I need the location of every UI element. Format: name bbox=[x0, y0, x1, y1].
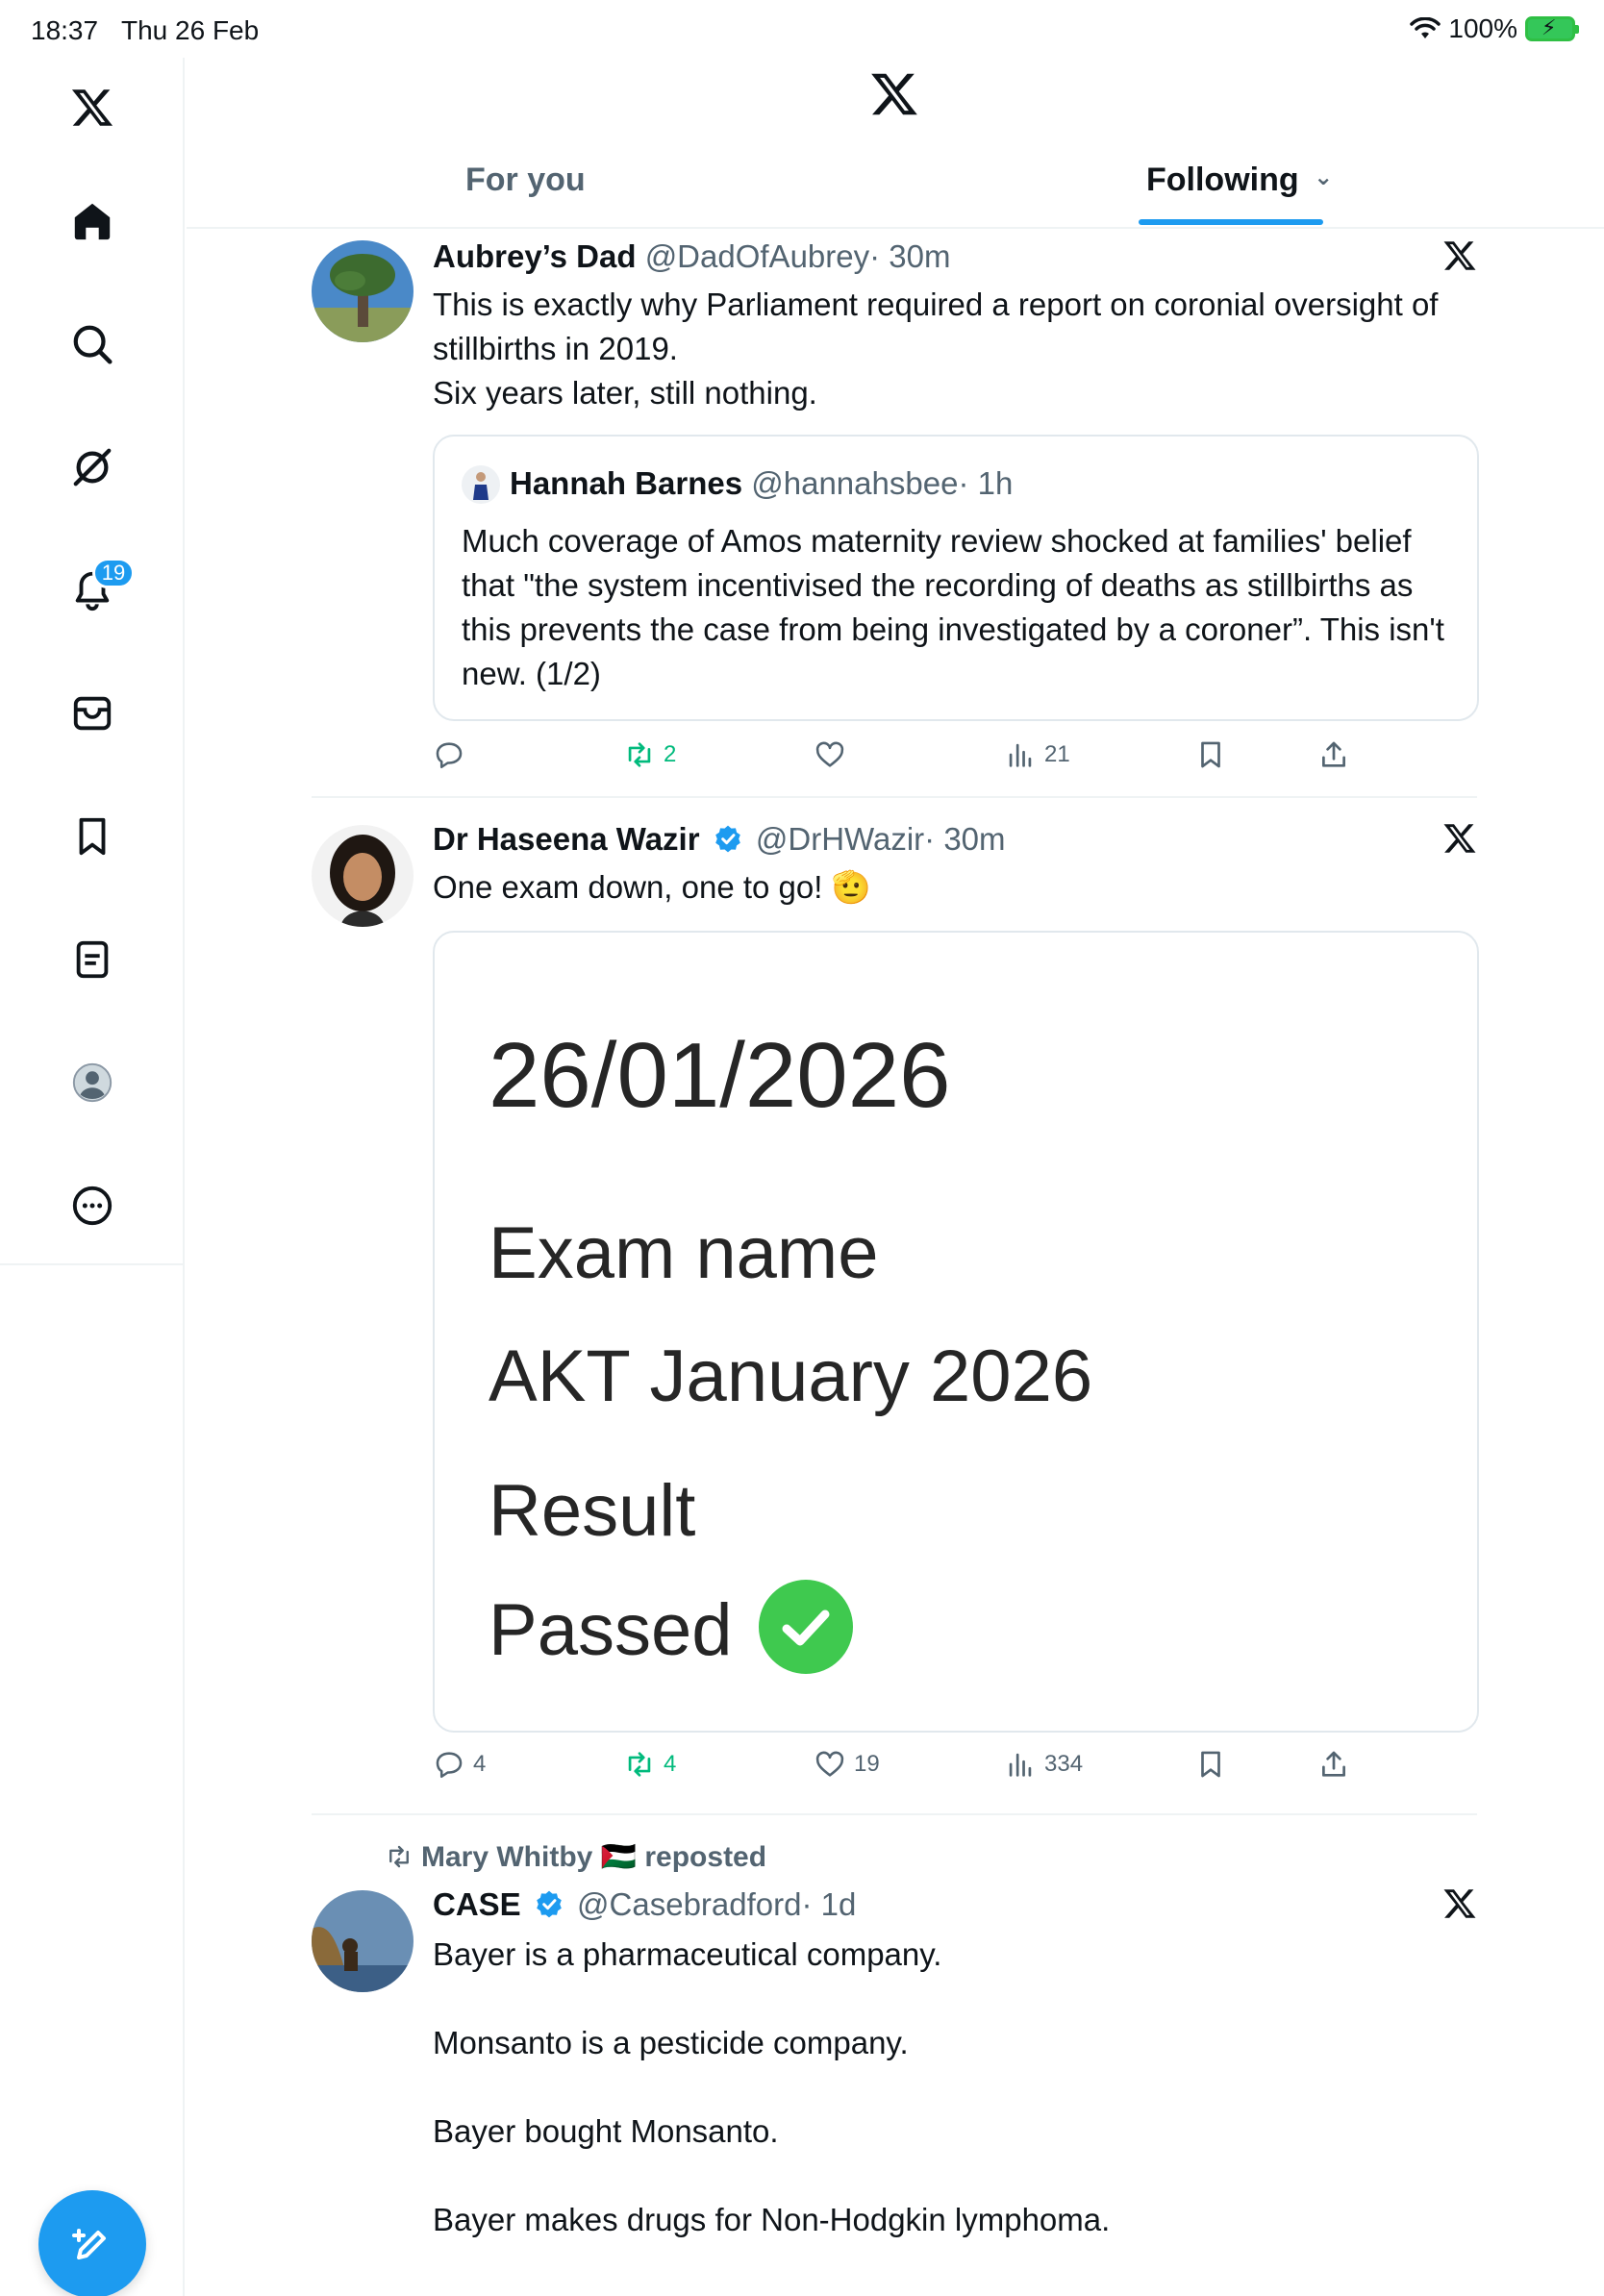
author-handle[interactable]: @DrHWazir bbox=[755, 821, 925, 857]
tab-following-label: Following bbox=[1146, 162, 1299, 198]
share-button[interactable] bbox=[1317, 738, 1350, 771]
x-logo-icon[interactable] bbox=[67, 83, 117, 133]
views-button[interactable] bbox=[1004, 1748, 1083, 1781]
repost-count: 2 bbox=[664, 741, 677, 767]
like-count: 19 bbox=[854, 1751, 880, 1777]
tweet-author-row bbox=[433, 1886, 856, 1923]
tweet-divider bbox=[312, 796, 1477, 798]
quoted-author-row bbox=[510, 465, 1013, 502]
tweet-media-image[interactable] bbox=[433, 931, 1479, 1733]
chevron-down-icon: ⌄ bbox=[1314, 164, 1334, 190]
verified-badge-icon bbox=[534, 1888, 564, 1919]
home-icon[interactable] bbox=[67, 196, 117, 246]
tweet-time: · 30m bbox=[924, 821, 1006, 857]
repost-icon bbox=[623, 738, 656, 771]
tweet-paragraph: Monsanto is a pesticide company. bbox=[433, 2025, 909, 2060]
exam-name-value: AKT January 2026 bbox=[489, 1335, 1093, 1417]
author-name[interactable]: Aubrey’s Dad bbox=[433, 238, 637, 274]
tab-following[interactable] bbox=[1146, 162, 1333, 199]
quoted-tweet[interactable] bbox=[433, 435, 1479, 721]
avatar[interactable] bbox=[312, 825, 414, 927]
views-button[interactable] bbox=[1004, 738, 1070, 771]
author-handle[interactable]: @Casebradford bbox=[577, 1886, 802, 1922]
reply-button[interactable] bbox=[433, 738, 473, 771]
bookmark-button[interactable] bbox=[1194, 738, 1227, 771]
tweet-author-row bbox=[433, 238, 950, 275]
status-date: Thu 26 Feb bbox=[121, 15, 260, 45]
grok-icon[interactable] bbox=[67, 442, 117, 492]
quoted-tweet-text: Much coverage of Amos maternity review shocked at families' belief that "the system incentivised the recording of deaths as stillbirths as this prevents the case from being investigated by a coroner”. This isn't new. (1/2) bbox=[462, 523, 1444, 691]
reply-count: 4 bbox=[473, 1751, 487, 1777]
bookmark-button[interactable] bbox=[1194, 1748, 1227, 1781]
repost-context[interactable] bbox=[383, 1840, 766, 1874]
repost-count: 4 bbox=[664, 1751, 677, 1777]
repost-icon bbox=[383, 1842, 415, 1871]
tweet-text bbox=[433, 283, 1481, 415]
quoted-tweet-time: · 1h bbox=[958, 465, 1014, 501]
result-value: Passed bbox=[489, 1589, 733, 1671]
reply-button[interactable] bbox=[433, 1748, 486, 1781]
profile-avatar-icon[interactable] bbox=[67, 1058, 117, 1108]
tweet[interactable] bbox=[312, 1840, 1477, 2283]
compose-icon bbox=[69, 2221, 115, 2267]
avatar bbox=[462, 465, 500, 504]
avatar[interactable] bbox=[312, 240, 414, 342]
tweet-divider bbox=[312, 1813, 1477, 1815]
status-bar bbox=[0, 0, 1604, 58]
like-button[interactable] bbox=[814, 1748, 880, 1781]
x-logo-icon bbox=[1442, 1886, 1477, 1921]
author-name[interactable]: CASE bbox=[433, 1886, 521, 1922]
tweet-time: · 30m bbox=[869, 238, 951, 274]
repost-icon bbox=[623, 1748, 656, 1781]
like-button[interactable] bbox=[814, 738, 854, 771]
sidebar-separator bbox=[0, 1263, 185, 1265]
tweet[interactable] bbox=[312, 238, 1477, 790]
wifi-icon bbox=[1410, 17, 1441, 40]
views-chart-icon bbox=[1004, 1748, 1037, 1781]
status-right bbox=[1410, 13, 1575, 44]
author-handle[interactable]: @DadOfAubrey bbox=[644, 238, 870, 274]
messages-icon[interactable] bbox=[67, 688, 117, 738]
tweet-actions bbox=[433, 738, 1366, 777]
x-logo-icon bbox=[1442, 238, 1477, 273]
lists-icon[interactable] bbox=[67, 935, 117, 985]
tweet-text bbox=[433, 1933, 1481, 2242]
views-chart-icon bbox=[1004, 738, 1037, 771]
verified-badge-icon bbox=[713, 823, 743, 854]
quoted-author-handle: @hannahsbee bbox=[751, 465, 959, 501]
status-time: 18:37 bbox=[31, 15, 99, 45]
bookmarks-icon[interactable] bbox=[67, 811, 117, 861]
author-name[interactable]: Dr Haseena Wazir bbox=[433, 821, 700, 857]
tweet-text: One exam down, one to go! 🫡 bbox=[433, 869, 871, 905]
compose-post-button[interactable] bbox=[38, 2190, 146, 2296]
tweet-time: · 1d bbox=[801, 1886, 857, 1922]
tweet-paragraph: Bayer makes drugs for Non-Hodgkin lymphoma. bbox=[433, 2202, 1111, 2237]
repost-button[interactable] bbox=[623, 1748, 676, 1781]
timeline-header bbox=[187, 58, 1604, 229]
check-circle-icon bbox=[758, 1579, 854, 1675]
tab-for-you[interactable]: For you bbox=[465, 162, 586, 198]
reply-icon bbox=[433, 1748, 465, 1781]
result-label: Result bbox=[489, 1470, 696, 1552]
quoted-author-name: Hannah Barnes bbox=[510, 465, 743, 501]
share-button[interactable] bbox=[1317, 1748, 1350, 1781]
reposted-by-label: Mary Whitby 🇵🇸 reposted bbox=[421, 1841, 767, 1873]
views-count: 21 bbox=[1044, 741, 1070, 767]
share-icon bbox=[1317, 1748, 1350, 1781]
tweet-text-line: Six years later, still nothing. bbox=[433, 375, 817, 411]
bookmark-icon bbox=[1194, 1748, 1227, 1781]
exam-name-label: Exam name bbox=[489, 1212, 879, 1294]
views-count: 334 bbox=[1044, 1751, 1084, 1777]
heart-icon bbox=[814, 1748, 846, 1781]
exam-date: 26/01/2026 bbox=[489, 1024, 951, 1127]
more-options-icon[interactable] bbox=[67, 1181, 117, 1231]
tweet-actions bbox=[433, 1748, 1366, 1786]
bookmark-icon bbox=[1194, 738, 1227, 771]
share-icon bbox=[1317, 738, 1350, 771]
repost-button[interactable] bbox=[623, 738, 676, 771]
heart-icon bbox=[814, 738, 846, 771]
avatar[interactable] bbox=[312, 1890, 414, 1992]
tab-active-indicator bbox=[1139, 219, 1323, 225]
battery-icon: ⚡ bbox=[1525, 16, 1575, 41]
tweet[interactable] bbox=[312, 821, 1477, 1802]
x-logo-icon bbox=[1442, 821, 1477, 856]
tweet-author-row bbox=[433, 821, 1006, 858]
notification-count-badge: 19 bbox=[92, 558, 135, 588]
search-icon[interactable] bbox=[67, 319, 117, 369]
tweet-paragraph: Bayer is a pharmaceutical company. bbox=[433, 1936, 942, 1972]
tweet-text-line: This is exactly why Parliament required a report on coronial oversight of stillbirths in 2019. bbox=[433, 287, 1439, 366]
tweet-paragraph: Bayer bought Monsanto. bbox=[433, 2113, 779, 2149]
reply-icon bbox=[433, 738, 465, 771]
sidebar bbox=[0, 58, 185, 2296]
battery-percent: 100% bbox=[1448, 13, 1517, 43]
x-logo-icon[interactable] bbox=[869, 69, 919, 119]
